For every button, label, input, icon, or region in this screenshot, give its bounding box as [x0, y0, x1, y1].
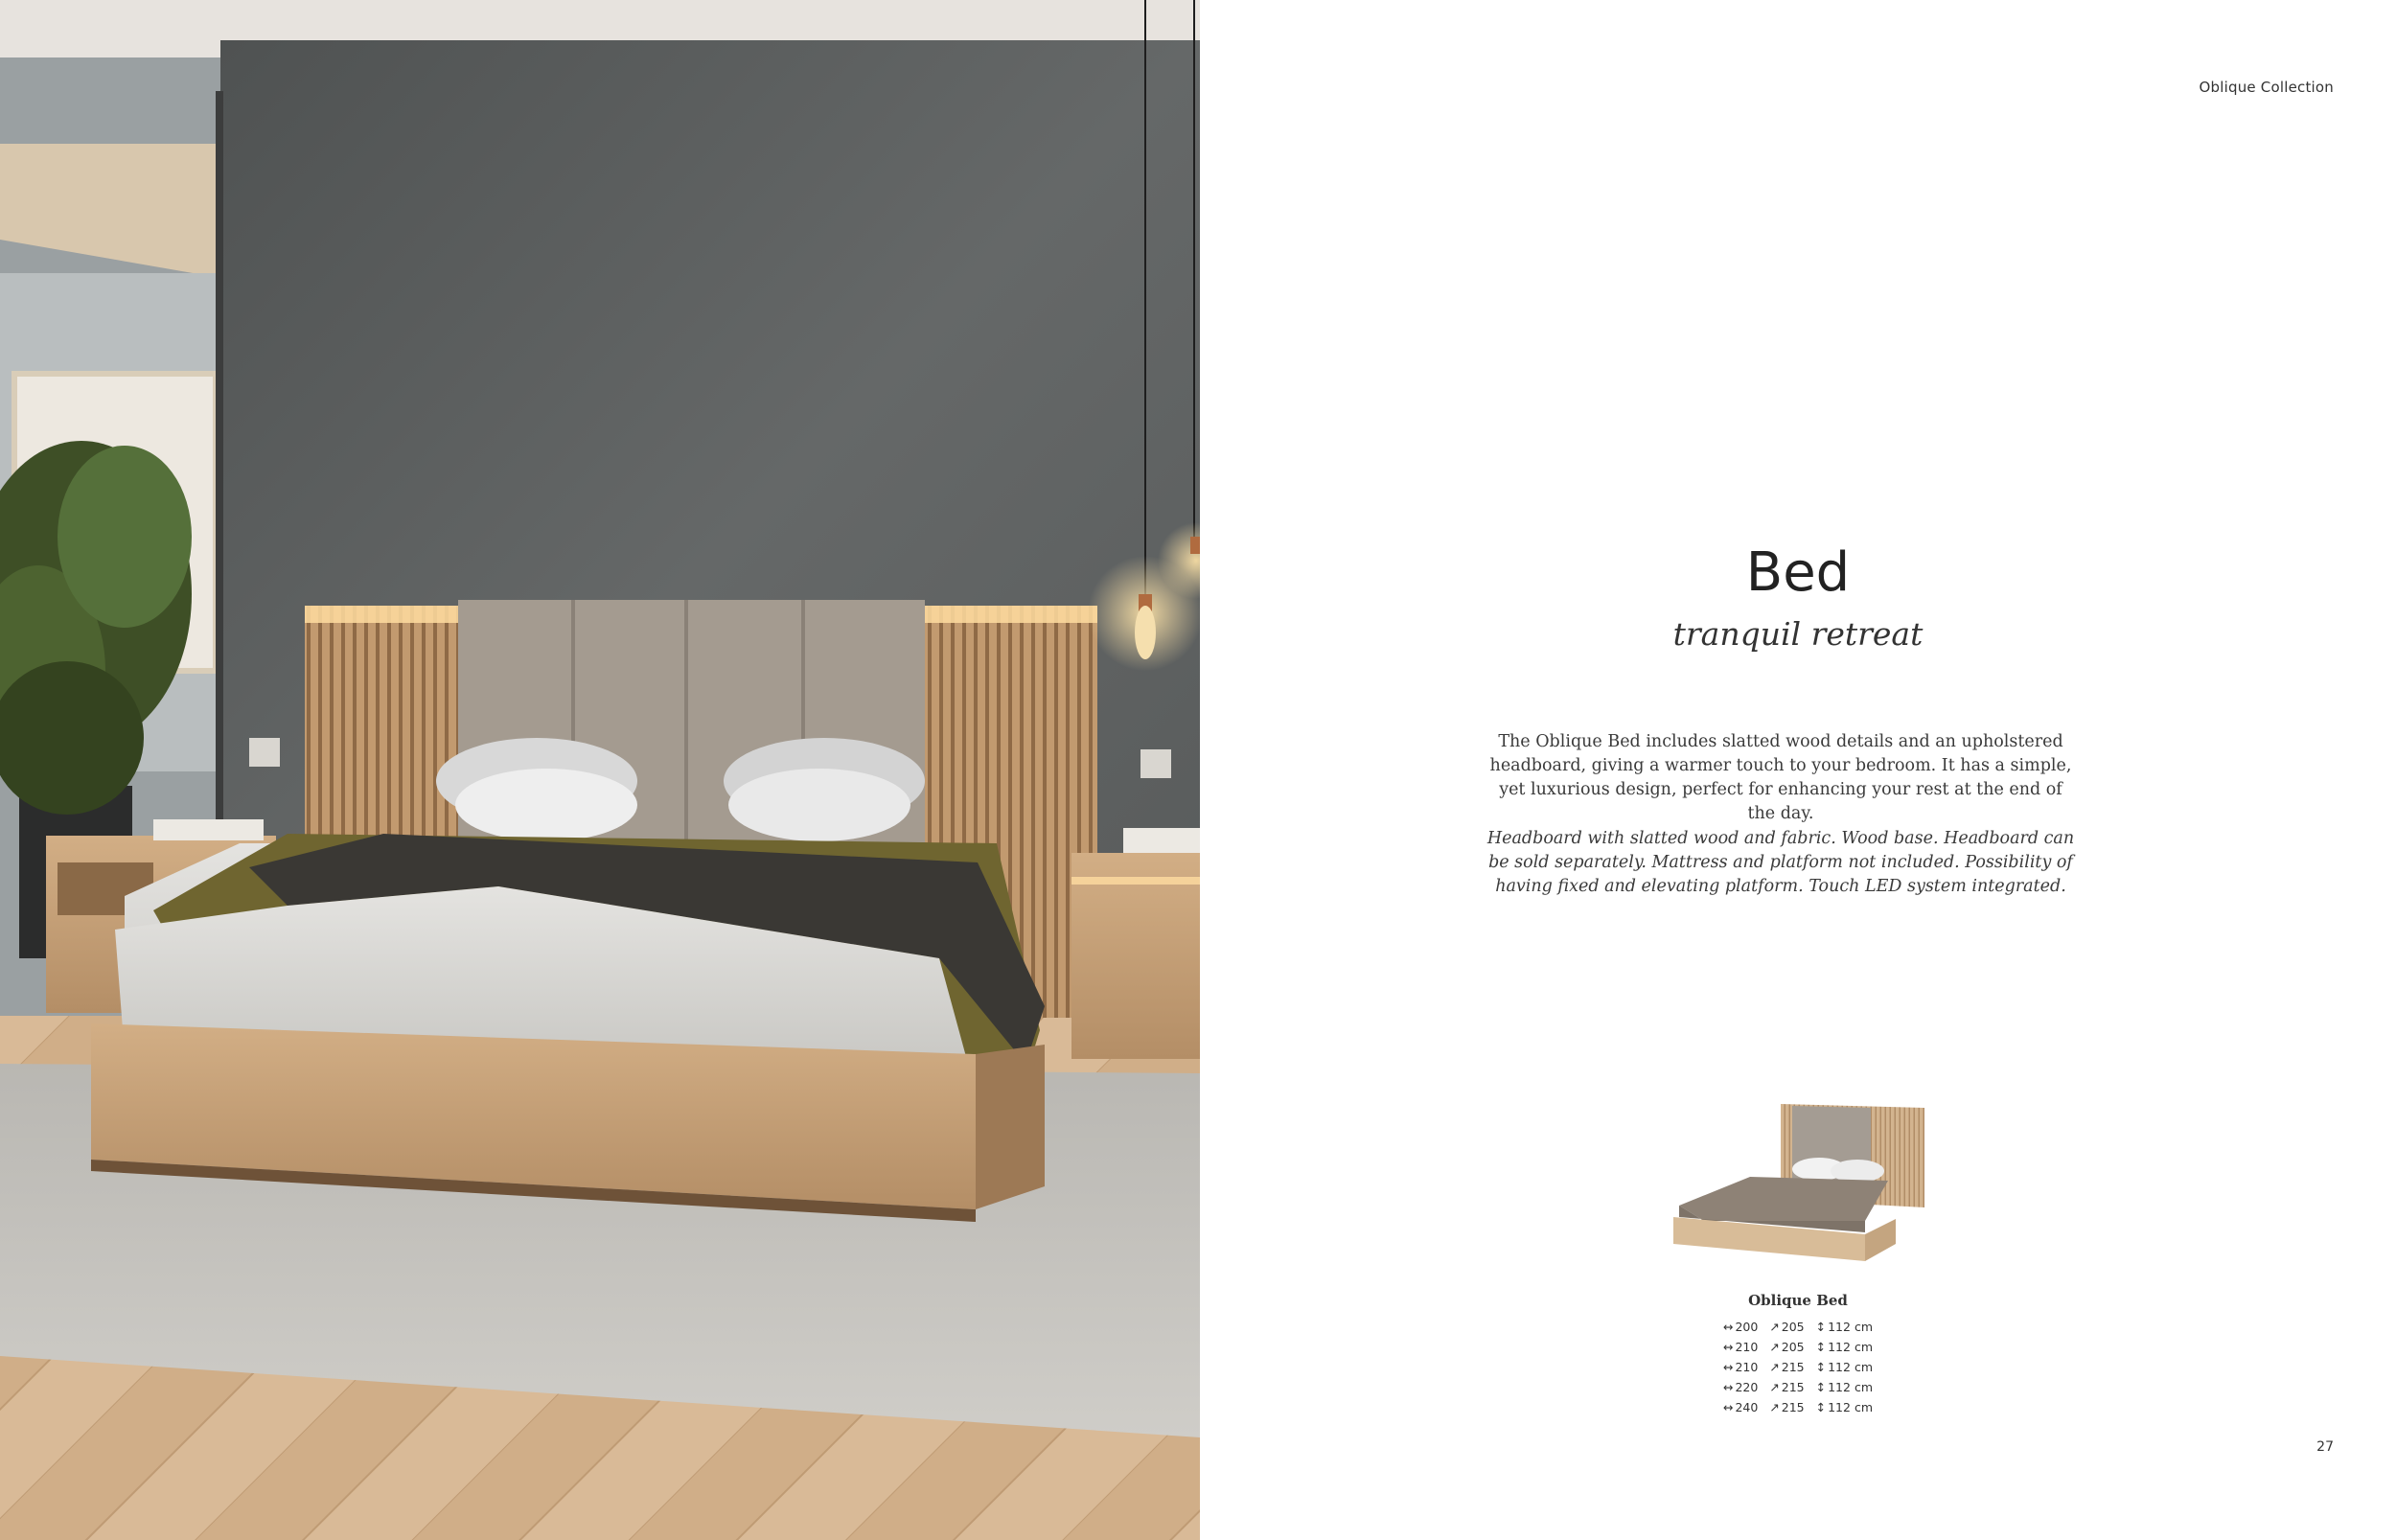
unit-label: cm — [1854, 1320, 1874, 1334]
collection-name: Oblique Collection — [2199, 79, 2334, 96]
vertical-arrow-icon: ↕ — [1815, 1320, 1827, 1334]
unit-label: cm — [1854, 1340, 1874, 1354]
vertical-arrow-icon: ↕ — [1815, 1380, 1827, 1394]
product-notes: Headboard with slatted wood and fabric. Wood base. Headboard can be sold separately. Mattress and platform not included. Possibility of having fixed and elevating platform. Touch LED system integrated. — [1486, 829, 2075, 896]
vertical-arrow-icon: ↕ — [1815, 1360, 1827, 1374]
dimension-row: ↔ 210 ↗ 205 ↕ 112 cm — [1722, 1340, 1874, 1354]
page-subtitle: tranquil retreat — [1672, 615, 1924, 653]
diagonal-arrow-icon: ↗ — [1769, 1380, 1780, 1394]
dimension-row: ↔ 200 ↗ 205 ↕ 112 cm — [1722, 1320, 1874, 1334]
horizontal-arrow-icon: ↔ — [1722, 1340, 1734, 1354]
page-number: 27 — [2316, 1439, 2334, 1455]
page-title: Bed — [1745, 541, 1851, 604]
vertical-arrow-icon: ↕ — [1815, 1340, 1827, 1354]
product-description: The Oblique Bed includes slatted wood details and an upholstered headboard, giving a warmer touch to your bedroom. It has a simple, yet luxurious design, perfect for enhancing your rest at the end of the day. — [1489, 732, 2072, 823]
product-name: Oblique Bed — [1748, 1292, 1848, 1309]
catalog-page — [1200, 0, 2396, 1540]
dimension-list — [1200, 1317, 2396, 1417]
diagonal-arrow-icon: ↗ — [1769, 1400, 1780, 1414]
product-thumbnail — [1666, 1100, 1944, 1265]
dimension-row: ↔ 220 ↗ 215 ↕ 112 cm — [1722, 1380, 1874, 1394]
horizontal-arrow-icon: ↔ — [1722, 1360, 1734, 1374]
horizontal-arrow-icon: ↔ — [1722, 1400, 1734, 1414]
horizontal-arrow-icon: ↔ — [1722, 1380, 1734, 1394]
diagonal-arrow-icon: ↗ — [1769, 1320, 1780, 1334]
diagonal-arrow-icon: ↗ — [1769, 1340, 1780, 1354]
horizontal-arrow-icon: ↔ — [1722, 1320, 1734, 1334]
dimension-row: ↔ 240 ↗ 215 ↕ 112 cm — [1722, 1400, 1874, 1414]
dimension-row: ↔ 210 ↗ 215 ↕ 112 cm — [1722, 1360, 1874, 1374]
unit-label: cm — [1854, 1360, 1874, 1374]
diagonal-arrow-icon: ↗ — [1769, 1360, 1780, 1374]
unit-label: cm — [1854, 1400, 1874, 1414]
vertical-arrow-icon: ↕ — [1815, 1400, 1827, 1414]
unit-label: cm — [1854, 1380, 1874, 1394]
